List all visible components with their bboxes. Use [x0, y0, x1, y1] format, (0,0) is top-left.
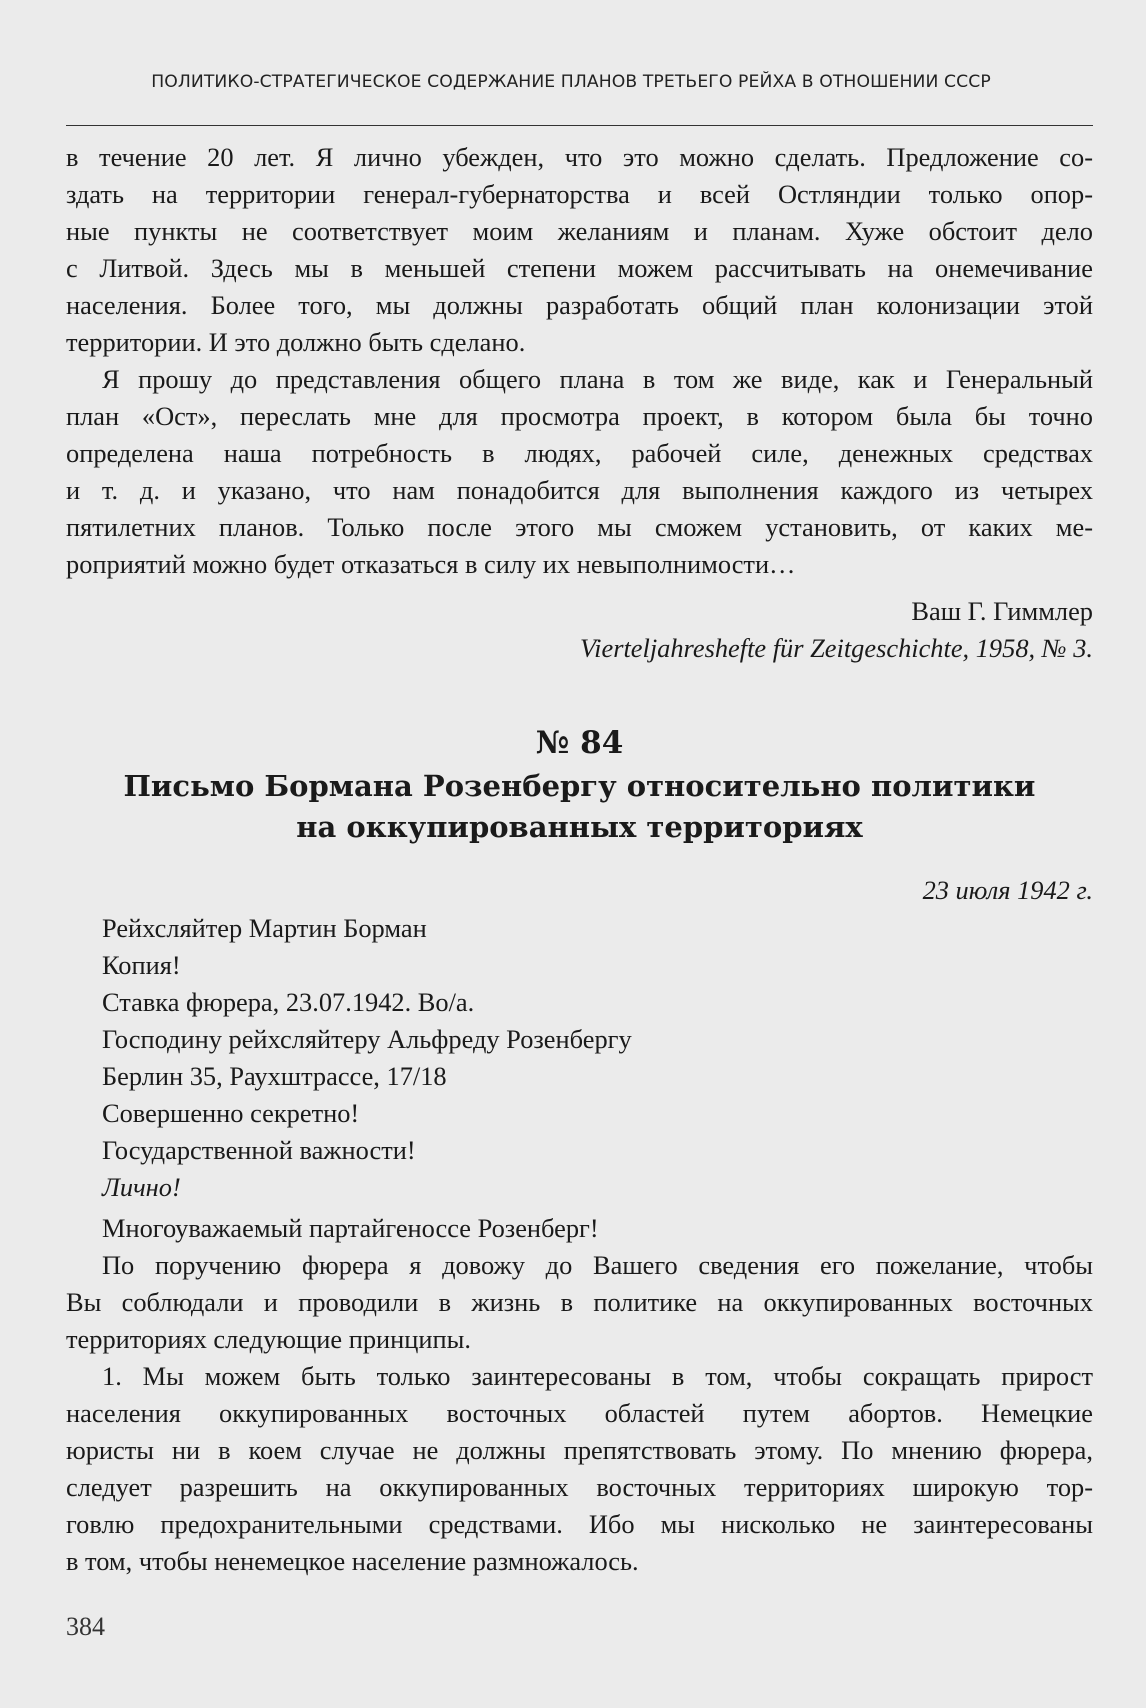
- header-rule: [66, 125, 1093, 126]
- header-line: Государственной важности!: [102, 1135, 416, 1165]
- title-line: Письмо Бормана Розенбергу относительно политики: [123, 769, 1036, 803]
- letter-paragraph-1: [66, 1247, 1093, 1358]
- header-line: Совершенно секретно!: [102, 1098, 360, 1128]
- text-line: говлю предохранительными средствами. Ибо мы нисколько не заинтересованы: [66, 1509, 1093, 1539]
- prev-doc-signoff: [66, 593, 1093, 667]
- prev-doc-paragraph-2: [66, 361, 1093, 583]
- running-head: ПОЛИТИКО-СТРАТЕГИЧЕСКОЕ СОДЕРЖАНИЕ ПЛАНОВ ТРЕТЬЕГО РЕЙХА В ОТНОШЕНИИ СССР: [151, 72, 991, 92]
- text-line: юристы ни в коем случае не должны препятствовать этому. По мнению фюрера,: [66, 1435, 1093, 1465]
- letter-body: [66, 1210, 1093, 1580]
- text-line: населения. Более того, мы должны разработать общий план колонизации этой: [66, 290, 1093, 320]
- text-line: с Литвой. Здесь мы в меньшей степени можем рассчитывать на онемечивание: [66, 253, 1093, 283]
- personal-note: Лично!: [102, 1172, 181, 1202]
- text-line: Я прошу до представления общего плана в том же виде, как и Генеральный: [102, 364, 1093, 394]
- header-line: Господину рейхсляйтеру Альфреду Розенбергу: [102, 1024, 632, 1054]
- page-number: 384: [66, 1612, 105, 1641]
- header-line: Берлин 35, Раухштрассе, 17/18: [102, 1061, 447, 1091]
- document-date: 23 июля 1942 г.: [922, 875, 1093, 905]
- text-line: пятилетних планов. Только после этого мы сможем установить, от каких ме-: [66, 512, 1093, 542]
- text-line: территории. И это должно быть сделано.: [66, 327, 526, 357]
- text-line: По поручению фюрера я довожу до Вашего сведения его пожелание, чтобы: [102, 1250, 1093, 1280]
- document-title: [66, 766, 1093, 848]
- source-citation: Vierteljahreshefte für Zeitgeschichte, 1958, № 3.: [579, 633, 1093, 663]
- text-line: и т. д. и указано, что нам понадобится для выполнения каждого из четырех: [66, 475, 1093, 505]
- letter-paragraph-2: [66, 1358, 1093, 1580]
- signature: Ваш Г. Гиммлер: [911, 596, 1093, 626]
- text-line: в течение 20 лет. Я лично убежден, что это можно сделать. Предложение со-: [66, 142, 1093, 172]
- text-line: роприятий можно будет отказаться в силу их невыполнимости…: [66, 549, 796, 579]
- text-line: здать на территории генерал-губернаторства и всей Остляндии только опор-: [66, 179, 1093, 209]
- prev-doc-text: [66, 139, 1093, 583]
- letter-header: [66, 910, 1093, 1206]
- text-line: следует разрешить на оккупированных восточных территориях широкую тор-: [66, 1472, 1093, 1502]
- title-line: на оккупированных территориях: [296, 810, 863, 844]
- text-line: населения оккупированных восточных областей путем абортов. Немецкие: [66, 1398, 1093, 1428]
- text-line: план «Ост», переслать мне для просмотра проект, в котором была бы точно: [66, 401, 1093, 431]
- prev-doc-paragraph-1: [66, 139, 1093, 361]
- document-number: № 84: [535, 725, 624, 761]
- text-line: Вы соблюдали и проводили в жизнь в политике на оккупированных восточных: [66, 1287, 1093, 1317]
- header-line: Копия!: [102, 950, 181, 980]
- text-line: ные пункты не соответствует моим желаниям и планам. Хуже обстоит дело: [66, 216, 1093, 246]
- header-line: Ставка фюрера, 23.07.1942. Bo/a.: [102, 987, 475, 1017]
- text-line: определена наша потребность в людях, рабочей силе, денежных средствах: [66, 438, 1093, 468]
- salutation: Многоуважаемый партайгеноссе Розенберг!: [102, 1213, 599, 1243]
- header-line: Рейхсляйтер Мартин Борман: [102, 913, 427, 943]
- text-line: в том, чтобы ненемецкое население размножалось.: [66, 1546, 639, 1576]
- text-line: территориях следующие принципы.: [66, 1324, 471, 1354]
- text-line: 1. Мы можем быть только заинтересованы в том, чтобы сокращать прирост: [102, 1361, 1093, 1391]
- document-date-block: [66, 872, 1093, 909]
